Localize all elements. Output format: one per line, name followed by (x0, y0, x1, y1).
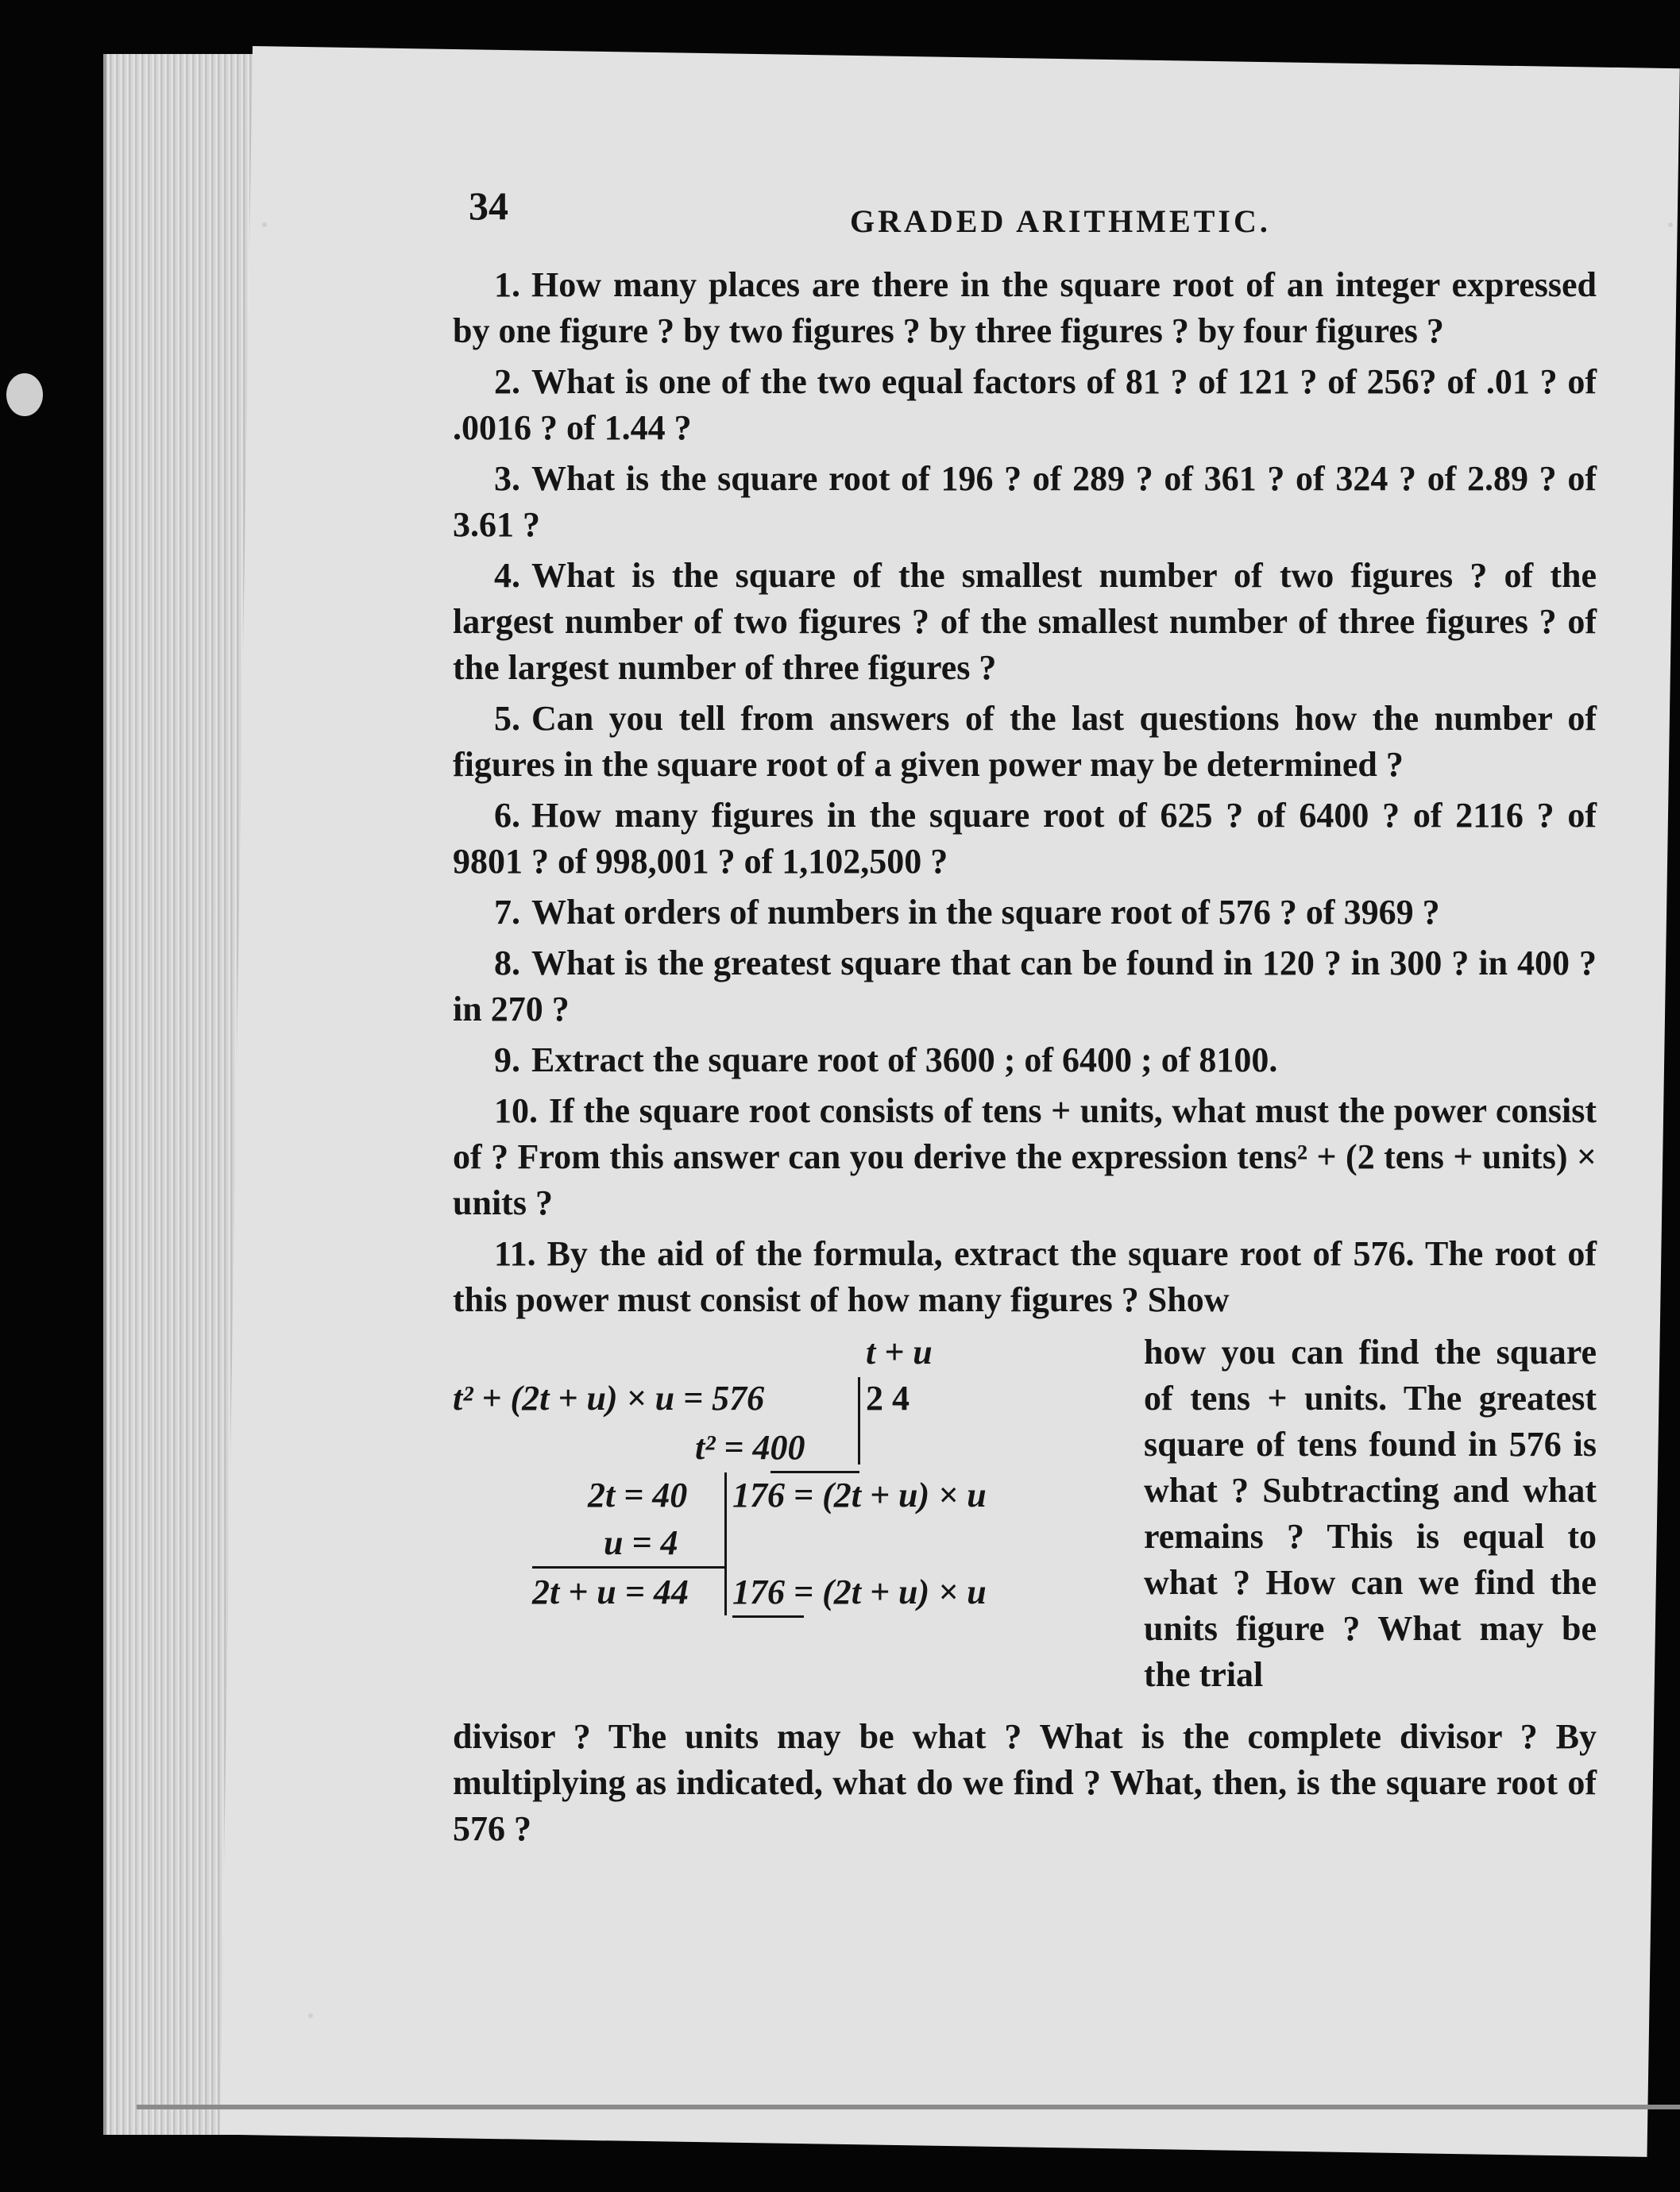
question-number: 4. (494, 556, 520, 595)
question-text: Can you tell from answers of the last questions how the number of figures in the square root of a given power may be determined ? (453, 699, 1597, 784)
question-11 (453, 1231, 1597, 1323)
square-root-formula (453, 1329, 1144, 1679)
formula-top: t + u (866, 1333, 933, 1372)
question-text: Extract the square root of 3600 ; of 6400 ; of 8100. (531, 1040, 1278, 1079)
question-text: What is the square of the smallest number of two figures ? of the largest number of two figures ? of the smallest number of three figures ? of the largest number of three figures ? (453, 556, 1597, 687)
question-10 (453, 1088, 1597, 1226)
question-7 (453, 890, 1597, 936)
speck (308, 2013, 313, 2018)
formula-rule (732, 1615, 804, 1618)
formula-line-4: u = 4 (604, 1523, 678, 1562)
question-9 (453, 1037, 1597, 1083)
question-text: By the aid of the formula, extract the square root of 576. The root of this power must consist of how many figures ? Show (453, 1234, 1597, 1319)
speck (1668, 222, 1673, 227)
question-text: What is the square root of 196 ? of 289 ? of 361 ? of 324 ? of 2.89 ? of 3.61 ? (453, 459, 1597, 544)
question-number: 1. (494, 265, 520, 304)
question-2 (453, 359, 1597, 451)
formula-line-3-right: 176 = (2t + u) × u (732, 1476, 987, 1515)
question-number: 2. (494, 362, 520, 401)
formula-line-5: 2t + u = 44 (532, 1573, 689, 1611)
formula-bracket (724, 1569, 727, 1615)
question-number: 9. (494, 1040, 520, 1079)
question-4 (453, 553, 1597, 691)
question-number: 6. (494, 796, 520, 835)
question-8 (453, 940, 1597, 1032)
page-bottom-edge (137, 2105, 1680, 2109)
formula-line-5-right: 176 = (2t + u) × u (732, 1573, 987, 1611)
formula-bracket (858, 1377, 860, 1465)
question-number: 7. (494, 893, 520, 932)
question-text: What is one of the two equal factors of 81 ? of 121 ? of 256? of .01 ? of .0016 ? of 1.44 ? (453, 362, 1597, 447)
question-11-side-text: how you can find the square of tens + units. The greatest square of tens found in 576 is what ? Subtracting and what remains ? This is equal to what ? How can we find the units figure ? What may be the trial (1144, 1333, 1597, 1694)
formula-line-1: t² + (2t + u) × u = 576 (453, 1379, 765, 1418)
question-1 (453, 262, 1597, 354)
question-text: If the square root consists of tens + units, what must the power consist of ? From this answer can you derive the expression tens² + (2 tens + units) × units ? (453, 1091, 1597, 1222)
question-3 (453, 456, 1597, 548)
question-number: 5. (494, 699, 520, 738)
question-text: How many figures in the square root of 625 ? of 6400 ? of 2116 ? of 9801 ? of 998,001 ? of 1,102,500 ? (453, 796, 1597, 881)
formula-block (453, 1329, 1597, 1694)
formula-line-2: t² = 400 (695, 1428, 805, 1467)
question-text: What is the greatest square that can be found in 120 ? in 300 ? in 400 ? in 270 ? (453, 944, 1597, 1028)
margin-blot (6, 373, 43, 416)
question-number: 10. (494, 1091, 538, 1130)
page-number: 34 (469, 183, 508, 228)
question-6 (453, 793, 1597, 885)
question-text: What orders of numbers in the square root of 576 ? of 3969 ? (531, 893, 1440, 932)
running-title: GRADED ARITHMETIC. (850, 203, 1271, 239)
formula-line-3: 2t = 40 (588, 1476, 688, 1515)
question-11-tail: divisor ? The units may be what ? What is the complete divisor ? By multiplying as indicated, what do we find ? What, then, is the square root of 576 ? (453, 1717, 1597, 1848)
question-number: 8. (494, 944, 520, 982)
speck (262, 222, 267, 227)
formula-rule (532, 1566, 724, 1569)
formula-root-digits: 2 4 (866, 1379, 910, 1418)
question-text: How many places are there in the square root of an integer expressed by one figure ? by two figures ? by three figures ? by four figures ? (453, 265, 1597, 350)
question-number: 11. (494, 1234, 536, 1273)
page-text (453, 175, 1597, 1887)
page-header (453, 175, 1597, 262)
question-number: 3. (494, 459, 520, 498)
question-5 (453, 696, 1597, 788)
